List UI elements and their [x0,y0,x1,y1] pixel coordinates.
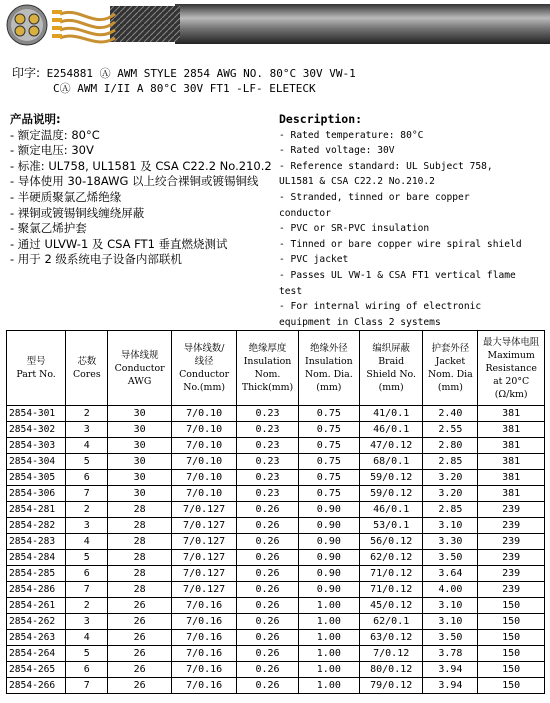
list-item: - 导体使用 30-18AWG 以上绞合裸铜或镀锡铜线 [10,174,259,189]
header-line: Nom. [254,369,281,380]
table-cell: 0.75 [298,422,359,438]
header-line: Thick(mm) [241,382,294,393]
table-cell: 2 [66,502,108,518]
table-cell: 4 [66,438,108,454]
header-line: 线径 [194,356,214,367]
table-cell: 6 [66,662,108,678]
table-cell: 7/0.16 [171,678,237,694]
table-cell: 7/0.10 [171,406,237,422]
header-line: Conductor [114,362,165,374]
table-cell: 7/0.16 [171,614,237,630]
table-cell: 0.26 [237,614,298,630]
table-cell: 7 [66,582,108,598]
header-line: Braid [378,356,405,367]
table-cell: 0.90 [298,566,359,582]
header-line: Cores [72,369,101,380]
table-cell: 0.90 [298,550,359,566]
table-cell: 7/0.127 [171,518,237,534]
list-item: - Reference standard: UL Subject 758, UL1581 & CSA C22.2 No.210.2 [279,160,493,188]
table-cell: 7/0.10 [171,422,237,438]
table-cell: 150 [478,614,545,630]
table-cell: 59/0.12 [359,486,422,502]
table-cell: 59/0.12 [359,470,422,486]
cn-list [10,128,272,268]
list-item: - 聚氯乙烯护套 [10,221,87,236]
table-cell: 2854-306 [7,486,66,502]
list-item: - 用于 2 级系统电子设备内部联机 [10,252,182,267]
list-item: - 标准: UL758, UL1581 及 CSA C22.2 No.210.2 [10,158,272,173]
table-cell: 3.10 [423,598,478,614]
table-cell: 150 [478,646,545,662]
list-item: - Rated voltage: 30V [279,145,395,157]
list-item: - Rated temperature: 80°C [279,129,424,141]
table-cell: 26 [108,678,171,694]
cn-title: 产品说明: [10,112,61,126]
table-cell: 26 [108,630,171,646]
table-cell: 2854-285 [7,566,66,582]
table-cell: 1.00 [298,598,359,614]
table-cell: 46/0.1 [359,422,422,438]
table-row [7,422,545,438]
list-item: - 额定电压: 30V [10,143,94,158]
table-cell: 62/0.1 [359,614,422,630]
description-chinese [10,112,272,268]
table-cell: 7/0.127 [171,502,237,518]
table-cell: 80/0.12 [359,662,422,678]
column-header [108,331,171,406]
table-cell: 3 [66,614,108,630]
table-cell: 381 [478,454,545,470]
header-line: 绝缘厚度 [248,343,287,354]
table-cell: 4 [66,630,108,646]
table-cell: 28 [108,534,171,550]
table-cell: 0.75 [298,454,359,470]
table-cell: 30 [108,454,171,470]
table-cell: 30 [108,438,171,454]
table-cell: 79/0.12 [359,678,422,694]
table-cell: 68/0.1 [359,454,422,470]
table-cell: 2854-282 [7,518,66,534]
table-cell: 7 [66,678,108,694]
table-cell: 2.55 [423,422,478,438]
table-cell: 0.23 [237,486,298,502]
table-row [7,646,545,662]
table-row [7,630,545,646]
table-row [7,566,545,582]
list-item: - 通过 ULVW-1 及 CSA FT1 垂直燃烧测试 [10,236,228,251]
table-cell: 381 [478,406,545,422]
table-cell: 3 [66,422,108,438]
table-row [7,550,545,566]
table-cell: 30 [108,422,171,438]
header-line: Maximum [487,349,535,361]
table-cell: 28 [108,566,171,582]
table-header-row [7,331,545,406]
table-cell: 150 [478,678,545,694]
table-cell: 3.10 [423,614,478,630]
table-cell: 0.26 [237,678,298,694]
column-header [359,331,422,406]
table-cell: 4 [66,534,108,550]
table-cell: 2 [66,598,108,614]
table-cell: 7/0.127 [171,582,237,598]
table-cell: 381 [478,470,545,486]
header-line: 绝缘外径 [310,343,348,354]
table-cell: 0.23 [237,470,298,486]
table-cell: 7/0.16 [171,598,237,614]
table-cell: 30 [108,406,171,422]
table-cell: 0.26 [237,582,298,598]
table-cell: 30 [108,470,171,486]
header-line: 导体线规 [120,349,159,361]
header-line: (mm) [316,382,342,393]
table-cell: 3.10 [423,518,478,534]
header-line: 导体线数/ [183,343,225,354]
header-line: Insulation [305,356,353,367]
column-header [423,331,478,406]
table-cell: 7/0.12 [359,646,422,662]
table-cell: 2854-301 [7,406,66,422]
table-cell: 381 [478,438,545,454]
table-cell: 2.40 [423,406,478,422]
list-item: - Passes UL VW-1 & CSA FT1 vertical flame test [279,269,516,297]
table-cell: 7/0.16 [171,646,237,662]
table-cell: 2.85 [423,502,478,518]
table-cell: 1.00 [298,646,359,662]
list-item: - Stranded, tinned or bare copper conductor [279,191,470,219]
table-cell: 2854-283 [7,534,66,550]
table-cell: 0.75 [298,486,359,502]
table-cell: 2.85 [423,454,478,470]
table-cell: 28 [108,518,171,534]
list-item: - Tinned or bare copper wire spiral shield [279,238,522,250]
table-cell: 0.90 [298,582,359,598]
table-row [7,486,545,502]
table-cell: 7/0.10 [171,470,237,486]
table-cell: 239 [478,534,545,550]
list-item: - For internal wiring of electronic equipment in Class 2 systems [279,301,482,328]
table-cell: 2854-304 [7,454,66,470]
header-line: No.(mm) [183,382,225,393]
header-line: 护套外径 [431,343,470,354]
table-cell: 0.90 [298,502,359,518]
table-cell: 0.26 [237,646,298,662]
table-body [7,406,545,694]
table-cell: 5 [66,454,108,470]
column-header [298,331,359,406]
table-cell: 2854-263 [7,630,66,646]
table-cell: 150 [478,662,545,678]
table-row [7,470,545,486]
table-cell: 1.00 [298,678,359,694]
table-cell: 0.26 [237,566,298,582]
table-cell: 0.75 [298,438,359,454]
header-line: Shield No. [366,369,417,380]
table-cell: 2854-281 [7,502,66,518]
imprint-label: 印字: [12,66,41,80]
table-row [7,406,545,422]
table-cell: 2854-286 [7,582,66,598]
list-item: - 半硬质聚氯乙烯绝缘 [10,189,122,204]
table-cell: 28 [108,502,171,518]
table-cell: 7/0.127 [171,566,237,582]
table-cell: 4.00 [423,582,478,598]
table-cell: 2854-266 [7,678,66,694]
table-cell: 2854-264 [7,646,66,662]
table-cell: 1.00 [298,630,359,646]
table-cell: 2854-302 [7,422,66,438]
table-cell: 0.26 [237,662,298,678]
header-line: (mm) [378,382,404,393]
table-cell: 0.75 [298,470,359,486]
table-row [7,678,545,694]
column-header [66,331,108,406]
column-header [237,331,298,406]
en-title: Description: [279,112,363,126]
header-line: 最大导体电阻 [483,336,540,348]
header-line: Conductor [179,369,230,380]
table-cell: 7 [66,486,108,502]
table-cell: 56/0.12 [359,534,422,550]
table-cell: 6 [66,566,108,582]
table-row [7,438,545,454]
table-cell: 7/0.10 [171,438,237,454]
table-row [7,598,545,614]
table-cell: 2854-303 [7,438,66,454]
table-cell: 150 [478,598,545,614]
table-cell: 26 [108,598,171,614]
table-cell: 2.80 [423,438,478,454]
table-cell: 2 [66,406,108,422]
table-cell: 3.94 [423,678,478,694]
table-cell: 0.23 [237,406,298,422]
table-cell: 28 [108,582,171,598]
table-cell: 3.30 [423,534,478,550]
table-cell: 0.23 [237,422,298,438]
table-cell: 63/0.12 [359,630,422,646]
cable-illustration [0,0,550,62]
table-cell: 7/0.127 [171,534,237,550]
table-cell: 239 [478,502,545,518]
table-cell: 7/0.10 [171,486,237,502]
header-line: Nom. Dia. [304,369,353,380]
table-cell: 71/0.12 [359,582,422,598]
header-line: AWG [127,375,152,387]
table-cell: 2854-265 [7,662,66,678]
column-header [171,331,237,406]
header-line: Insulation [243,356,292,367]
table-cell: 0.26 [237,630,298,646]
imprint-text [12,66,356,96]
table-cell: 3.64 [423,566,478,582]
table-cell: 0.23 [237,438,298,454]
table-cell: 3.50 [423,550,478,566]
table-cell: 2854-284 [7,550,66,566]
table-cell: 3.20 [423,470,478,486]
table-cell: 62/0.12 [359,550,422,566]
table-cell: 7/0.16 [171,662,237,678]
header-line: at 20°C [493,375,530,387]
table-cell: 28 [108,550,171,566]
imprint-line-1: E254881 Ⓐ AWM STYLE 2854 AWG NO. 80°C 30V VW-1 [46,67,356,80]
table-cell: 47/0.12 [359,438,422,454]
header-line: (Ω/km) [494,388,528,400]
table-cell: 0.23 [237,454,298,470]
header-line: 型号 [26,356,46,367]
table-cell: 150 [478,630,545,646]
table-cell: 0.26 [237,598,298,614]
table-cell: 381 [478,486,545,502]
list-item: - 额定温度: 80°C [10,127,100,142]
table-cell: 0.26 [237,550,298,566]
imprint-line-2: CⒶ AWM I/II A 80°C 30V FT1 -LF- ELETECK [53,82,316,95]
header-line: Resistance [485,362,537,374]
description-english [279,112,525,330]
table-row [7,662,545,678]
table-cell: 239 [478,518,545,534]
table-row [7,582,545,598]
table-cell: 6 [66,470,108,486]
table-cell: 7/0.10 [171,454,237,470]
table-cell: 3.78 [423,646,478,662]
table-cell: 0.90 [298,518,359,534]
table-cell: 239 [478,550,545,566]
table-cell: 26 [108,646,171,662]
column-header [478,331,545,406]
spec-table [6,330,545,694]
table-cell: 30 [108,486,171,502]
header-line: Part No. [16,369,56,380]
table-cell: 71/0.12 [359,566,422,582]
table-cell: 7/0.127 [171,550,237,566]
table-row [7,454,545,470]
header-line: Jacket [435,356,466,367]
table-cell: 26 [108,614,171,630]
table-cell: 53/0.1 [359,518,422,534]
table-cell: 2854-305 [7,470,66,486]
table-cell: 381 [478,422,545,438]
table-cell: 1.00 [298,662,359,678]
table-cell: 45/0.12 [359,598,422,614]
table-cell: 239 [478,566,545,582]
table-cell: 3 [66,518,108,534]
table-cell: 7/0.16 [171,630,237,646]
table-cell: 0.26 [237,534,298,550]
list-item: - PVC jacket [279,254,349,266]
table-cell: 46/0.1 [359,502,422,518]
list-item: - PVC or SR-PVC insulation [279,223,430,235]
table-cell: 0.90 [298,534,359,550]
list-item: - 裸铜或镀锡铜线缠绕屏蔽 [10,205,145,220]
header-line: 编织屏蔽 [372,343,410,354]
en-list [279,128,525,331]
table-cell: 3.94 [423,662,478,678]
table-cell: 0.26 [237,518,298,534]
table-row [7,502,545,518]
table-cell: 0.75 [298,406,359,422]
table-cell: 5 [66,646,108,662]
table-cell: 41/0.1 [359,406,422,422]
table-cell: 3.20 [423,486,478,502]
table-row [7,614,545,630]
column-header [7,331,66,406]
table-cell: 26 [108,662,171,678]
table-cell: 2854-262 [7,614,66,630]
table-cell: 2854-261 [7,598,66,614]
table-row [7,534,545,550]
table-row [7,518,545,534]
table-cell: 239 [478,582,545,598]
table-cell: 0.26 [237,502,298,518]
header-line: 芯数 [77,356,97,367]
table-cell: 1.00 [298,614,359,630]
table-cell: 5 [66,550,108,566]
header-line: Nom. Dia [427,369,473,380]
table-cell: 3.50 [423,630,478,646]
header-line: (mm) [437,382,463,393]
